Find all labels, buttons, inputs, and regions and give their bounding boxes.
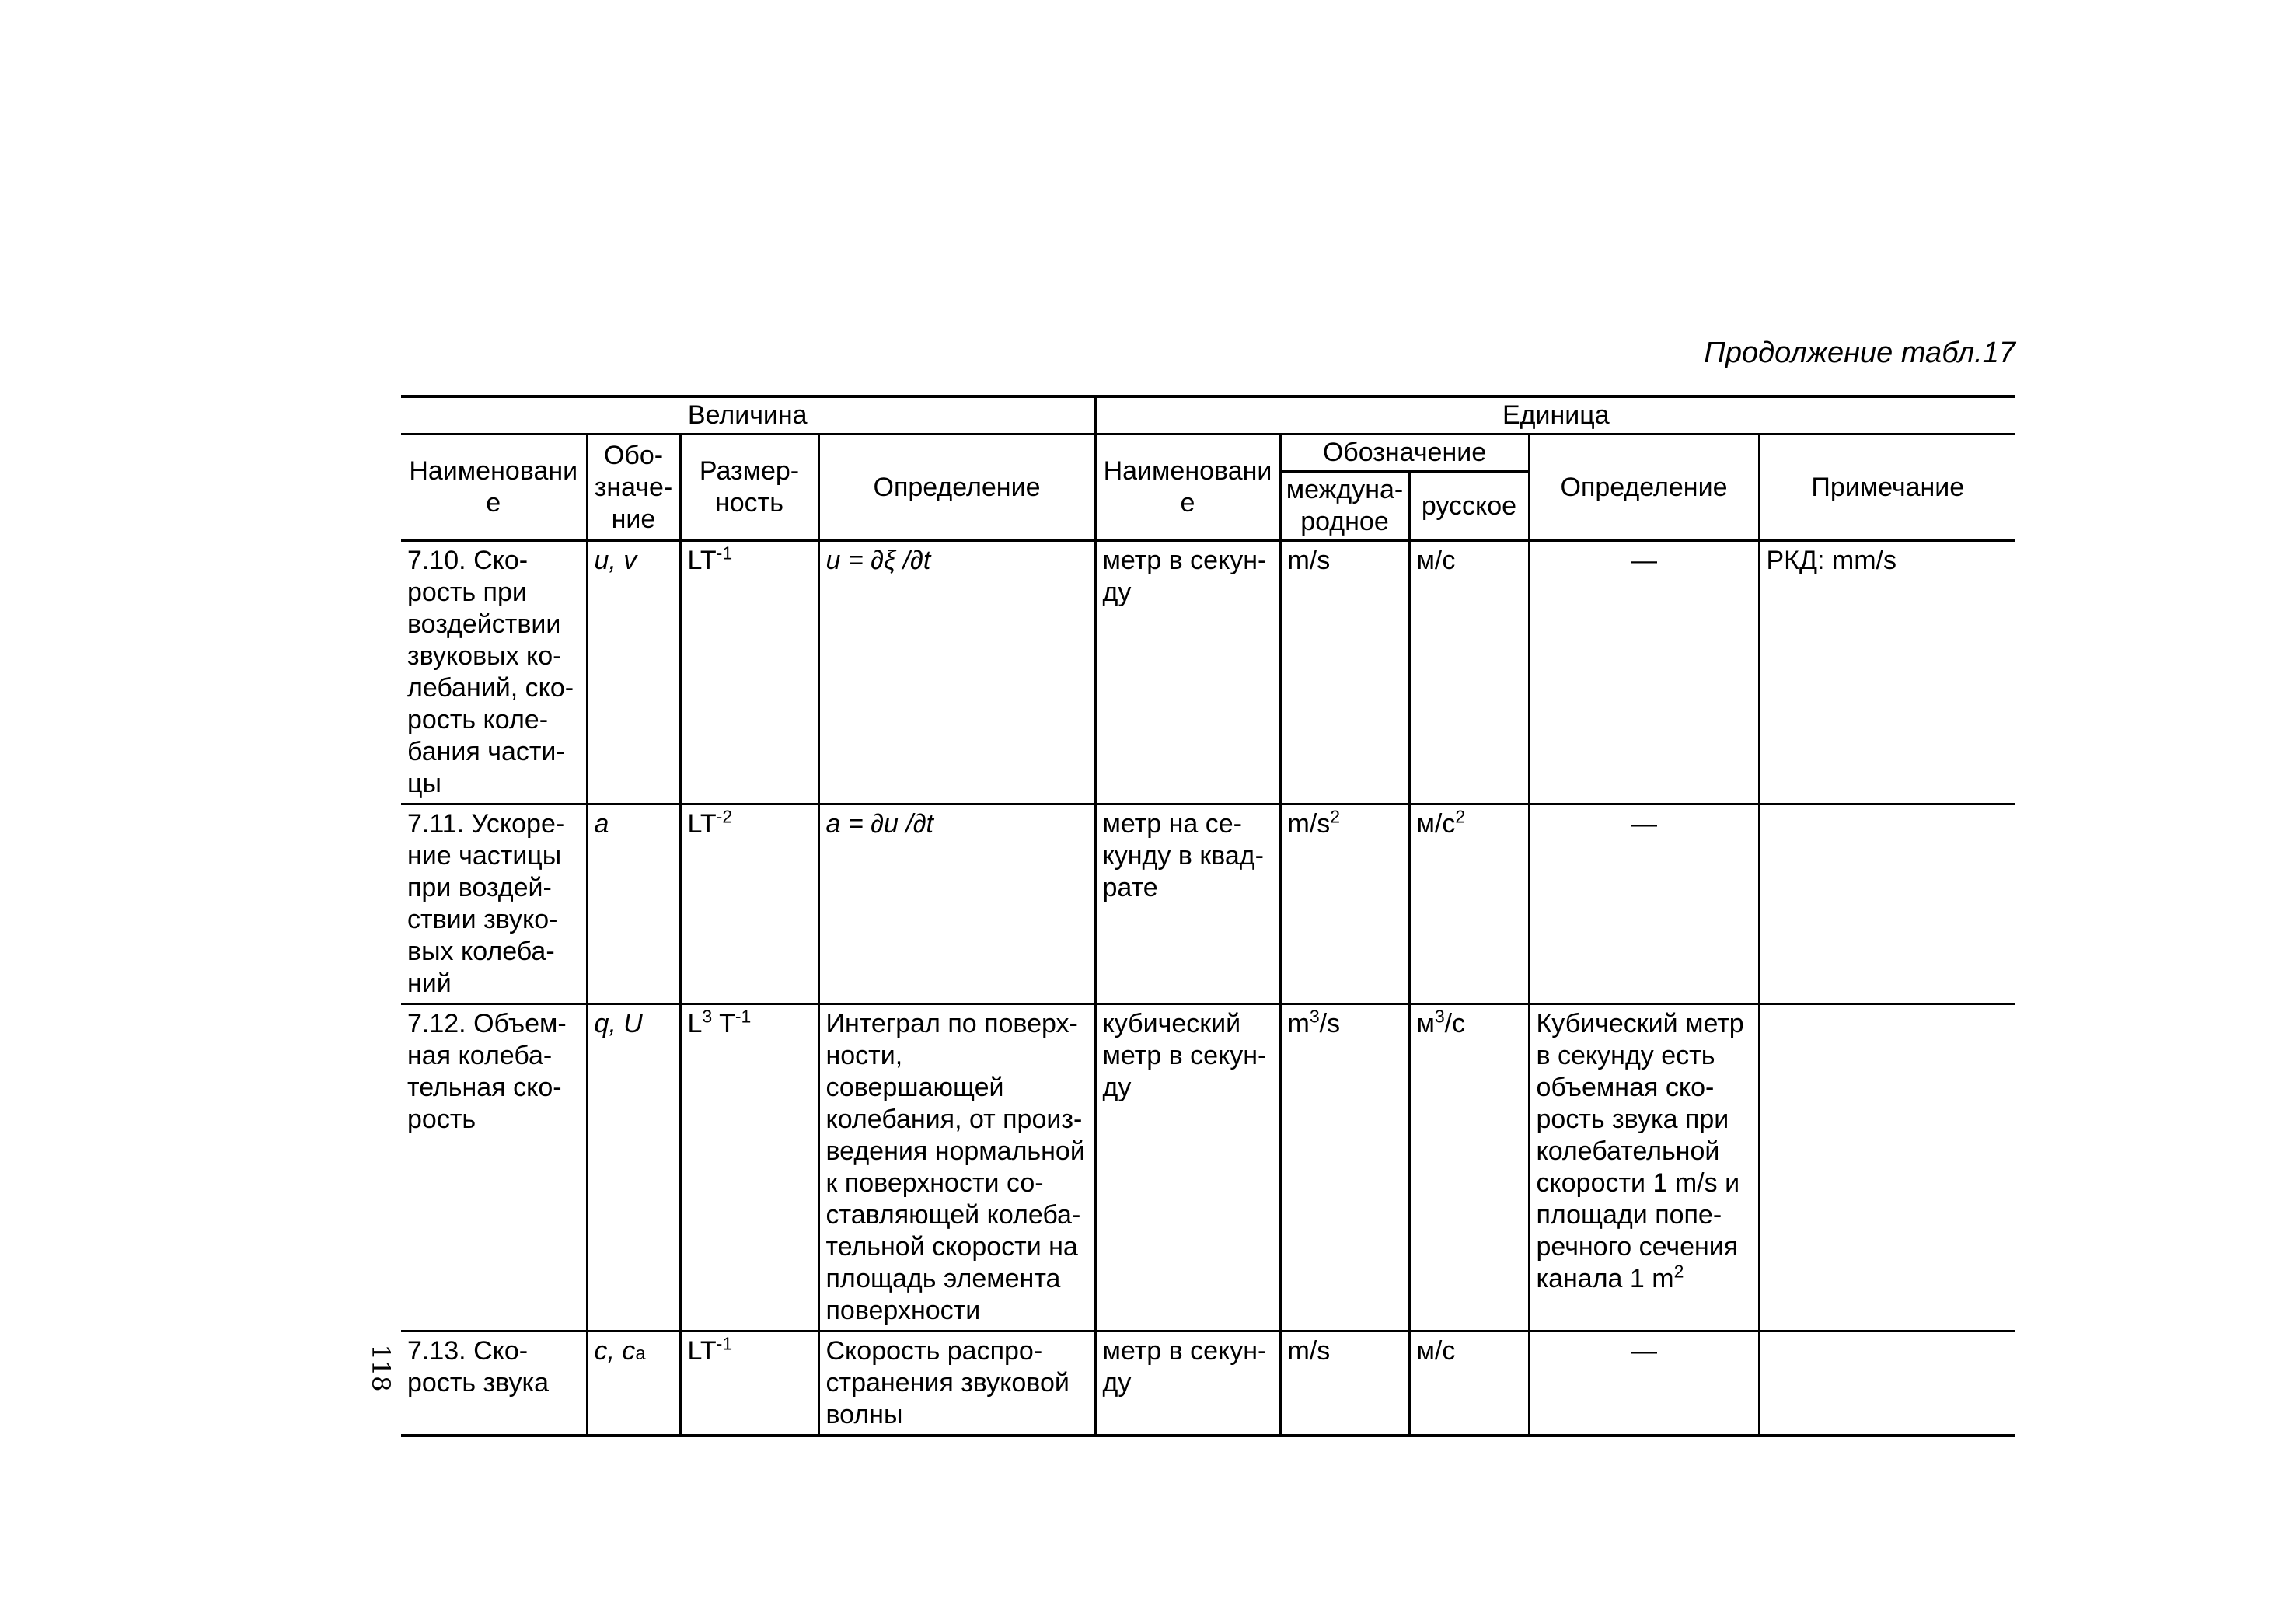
unit-international	[1280, 541, 1409, 805]
quantity-dimension	[680, 541, 818, 805]
unit-intl-base: m/s	[1287, 809, 1331, 839]
quantity-dimension	[680, 1332, 818, 1436]
header-unit-designation: Обозначение	[1280, 435, 1529, 472]
header-quantity-symbol: Обо- значе- ние	[587, 435, 680, 541]
quantity-name: 7.11. Ускоре- ние частицы при воздей- ствии звуко- вых колеба- ний	[401, 805, 587, 1004]
unit-rus-tail: /с	[1444, 1009, 1466, 1038]
header-quantity-definition: Определение	[818, 435, 1095, 541]
dimension-exponent: 3	[702, 1006, 713, 1027]
quantity-definition: u = ∂ξ /∂t	[818, 541, 1095, 805]
quantity-name: 7.10. Ско- рость при воздействии звуковых ко- лебаний, ско- рость коле- бания части- цы	[401, 541, 587, 805]
unit-definition-text: Кубический метр в секунду есть объемная ско- рость звука при колебательной скорости 1 m/s и площади попе- речного сечения канала 1 m	[1536, 1009, 1744, 1293]
unit-name: кубический метр в секун- ду	[1095, 1004, 1280, 1332]
unit-russian	[1409, 541, 1529, 805]
header-group-unit: Единица	[1095, 396, 2015, 435]
header-note: Примечание	[1759, 435, 2015, 541]
quantity-symbol: u, v	[587, 541, 680, 805]
unit-rus-base: м/с	[1416, 546, 1456, 575]
unit-intl-exponent: 3	[1309, 1006, 1320, 1027]
unit-intl-base: m/s	[1287, 1336, 1331, 1366]
dimension-base-2: T	[719, 1009, 735, 1038]
unit-definition: —	[1529, 541, 1759, 805]
unit-definition: —	[1529, 805, 1759, 1004]
quantity-definition: a = ∂u /∂t	[818, 805, 1095, 1004]
note: РКД: mm/s	[1759, 541, 2015, 805]
header-group-quantity: Величина	[401, 396, 1095, 435]
quantity-name: 7.13. Ско- рость звука	[401, 1332, 587, 1436]
quantity-definition: Скорость распро- странения звуковой волны	[818, 1332, 1095, 1436]
quantity-dimension	[680, 805, 818, 1004]
dimension-base: LT	[687, 809, 717, 839]
quantity-symbol: q, U	[587, 1004, 680, 1332]
unit-intl-tail: /s	[1319, 1009, 1341, 1038]
unit-rus-exponent: 3	[1434, 1006, 1445, 1027]
page-number: 118	[366, 1344, 396, 1392]
table-row	[401, 1332, 2015, 1436]
dimension-base: LT	[687, 1336, 717, 1366]
unit-definition: —	[1529, 1332, 1759, 1436]
unit-rus-base: м/с	[1416, 809, 1456, 839]
quantity-symbol	[587, 1332, 680, 1436]
unit-international	[1280, 1332, 1409, 1436]
unit-definition-exponent: 2	[1673, 1261, 1684, 1282]
note	[1759, 1332, 2015, 1436]
header-unit-name: Наименование	[1095, 435, 1280, 541]
unit-rus-exponent: 2	[1455, 806, 1466, 827]
table-row	[401, 805, 2015, 1004]
symbol-subscript: a	[635, 1343, 646, 1364]
header-unit-definition: Определение	[1529, 435, 1759, 541]
table-row	[401, 541, 2015, 805]
unit-intl-base: m/s	[1287, 546, 1331, 575]
unit-russian	[1409, 1332, 1529, 1436]
quantities-table	[401, 395, 2015, 1437]
header-quantity-name: Наименование	[401, 435, 587, 541]
dimension-exponent: -1	[716, 1333, 733, 1354]
unit-international	[1280, 805, 1409, 1004]
unit-intl-exponent: 2	[1330, 806, 1341, 827]
unit-rus-base: м/с	[1416, 1336, 1456, 1366]
unit-name: метр в секун- ду	[1095, 1332, 1280, 1436]
symbol-text: c, c	[594, 1336, 636, 1366]
unit-russian	[1409, 1004, 1529, 1332]
quantity-dimension	[680, 1004, 818, 1332]
dimension-exponent: -1	[716, 543, 733, 564]
dimension-base: L	[687, 1009, 703, 1038]
unit-rus-base: м	[1416, 1009, 1435, 1038]
header-unit-russian: русское	[1409, 472, 1529, 541]
note	[1759, 1004, 2015, 1332]
unit-intl-base: m	[1287, 1009, 1310, 1038]
header-quantity-dimension: Размер- ность	[680, 435, 818, 541]
quantity-name: 7.12. Объем- ная колеба- тельная ско- рость	[401, 1004, 587, 1332]
dimension-exponent-2: -1	[735, 1006, 752, 1027]
table-row	[401, 1004, 2015, 1332]
unit-definition	[1529, 1004, 1759, 1332]
unit-name: метр в секун- ду	[1095, 541, 1280, 805]
dimension-base: LT	[687, 546, 717, 575]
header-unit-international: междуна- родное	[1280, 472, 1409, 541]
unit-russian	[1409, 805, 1529, 1004]
unit-international	[1280, 1004, 1409, 1332]
dimension-exponent: -2	[716, 806, 733, 827]
note	[1759, 805, 2015, 1004]
table-caption: Продолжение табл.17	[1704, 337, 2015, 369]
quantity-symbol: a	[587, 805, 680, 1004]
quantity-definition: Интеграл по поверх- ности, совершающей колебания, от произ- ведения нормальной к поверхности со- ставляющей колеба- тельной скорости на площадь элемента поверхности	[818, 1004, 1095, 1332]
unit-name: метр на се- кунду в квад- рате	[1095, 805, 1280, 1004]
